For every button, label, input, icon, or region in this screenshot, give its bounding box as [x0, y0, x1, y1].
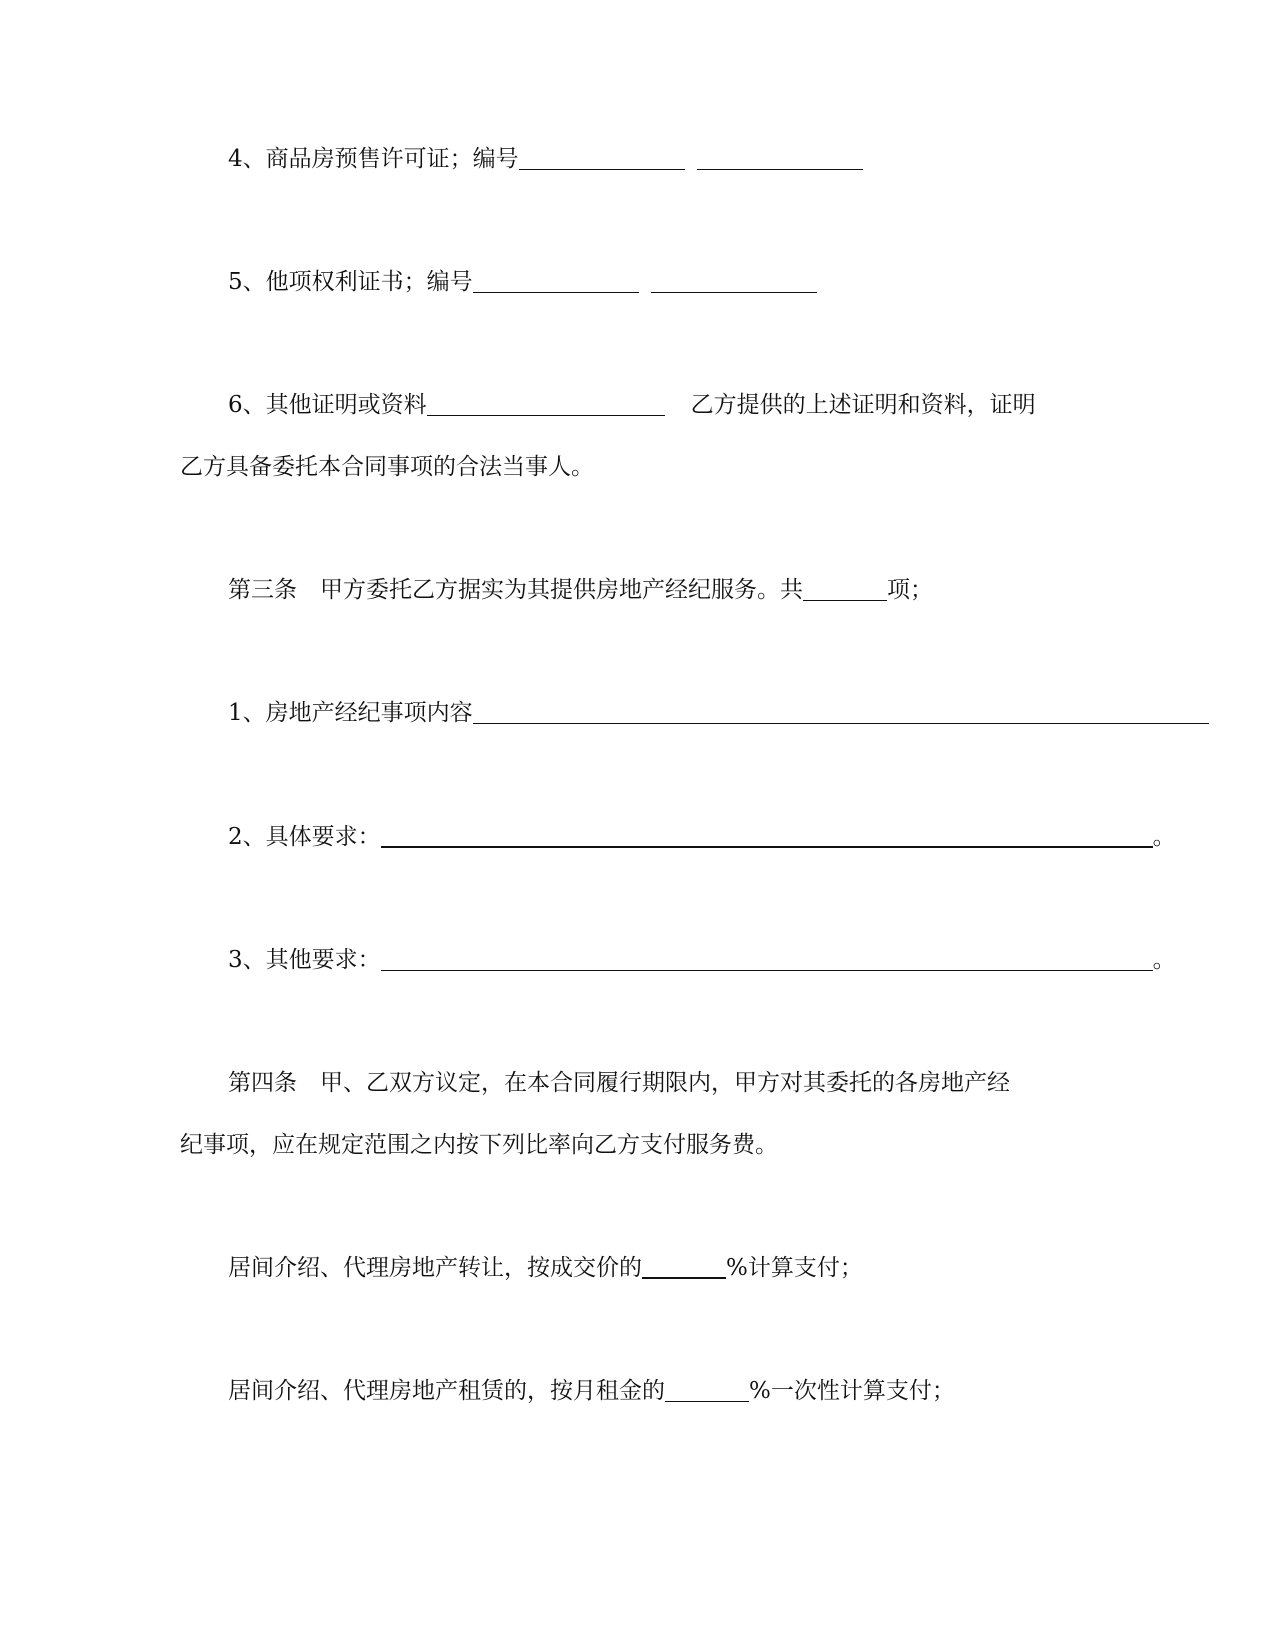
- line-other-rights-cert-text: 5、他项权利证书；编号: [228, 269, 473, 295]
- item-1: [228, 698, 1209, 728]
- fee-transfer: [228, 1253, 863, 1283]
- transfer-rate-blank[interactable]: [642, 1255, 726, 1279]
- item-3: [228, 945, 1176, 975]
- line-other-documents-cont: [180, 452, 594, 482]
- fee-transfer-text-2: %计算支付；: [726, 1255, 863, 1281]
- other-rights-number-blank-1[interactable]: [473, 270, 639, 293]
- article-4-text: 第四条 甲、乙双方议定，在本合同履行期限内，甲方对其委托的各房地产经: [228, 1070, 1010, 1096]
- item-2-text: 2、具体要求：: [228, 824, 381, 850]
- item-3-text: 3、其他要求：: [228, 947, 381, 973]
- fee-lease: [228, 1376, 955, 1406]
- article-3-text-2: 项；: [887, 577, 933, 603]
- item-3-period: 。: [1152, 947, 1176, 973]
- item-2-period: 。: [1152, 824, 1176, 850]
- article-4-cont-text: 纪事项，应在规定范围之内按下列比率向乙方支付服务费。: [180, 1132, 778, 1158]
- line-presale-permit-text: 4、商品房预售许可证；编号: [228, 146, 519, 172]
- line-other-documents: [228, 390, 1036, 420]
- item-2: [228, 822, 1176, 852]
- article-3: [228, 575, 933, 605]
- line-other-documents-text: 6、其他证明或资料: [228, 392, 427, 418]
- specific-requirements-blank[interactable]: [381, 824, 1153, 848]
- article-3-text: 第三条 甲方委托乙方据实为其提供房地产经纪服务。共: [228, 577, 803, 603]
- article-4-cont: [180, 1130, 778, 1160]
- line-other-rights-cert: [228, 267, 817, 297]
- other-rights-number-blank-2[interactable]: [651, 270, 817, 293]
- line-other-documents-cont-text: 乙方具备委托本合同事项的合法当事人。: [180, 454, 594, 480]
- line-other-documents-text-2: 乙方提供的上述证明和资料，证明: [690, 392, 1036, 418]
- service-content-blank[interactable]: [473, 701, 1209, 724]
- fee-transfer-text: 居间介绍、代理房地产转让，按成交价的: [228, 1255, 642, 1281]
- lease-rate-blank[interactable]: [665, 1379, 749, 1402]
- line-presale-permit: [228, 144, 863, 174]
- fee-lease-text: 居间介绍、代理房地产租赁的，按月租金的: [228, 1378, 665, 1404]
- other-requirements-blank[interactable]: [381, 948, 1153, 971]
- article-4: [228, 1068, 1010, 1098]
- fee-lease-text-2: %一次性计算支付；: [749, 1378, 955, 1404]
- other-documents-blank[interactable]: [427, 393, 665, 416]
- service-count-blank[interactable]: [803, 578, 887, 601]
- presale-permit-number-blank-2[interactable]: [697, 147, 863, 170]
- item-1-text: 1、房地产经纪事项内容: [228, 700, 473, 726]
- presale-permit-number-blank-1[interactable]: [519, 147, 685, 170]
